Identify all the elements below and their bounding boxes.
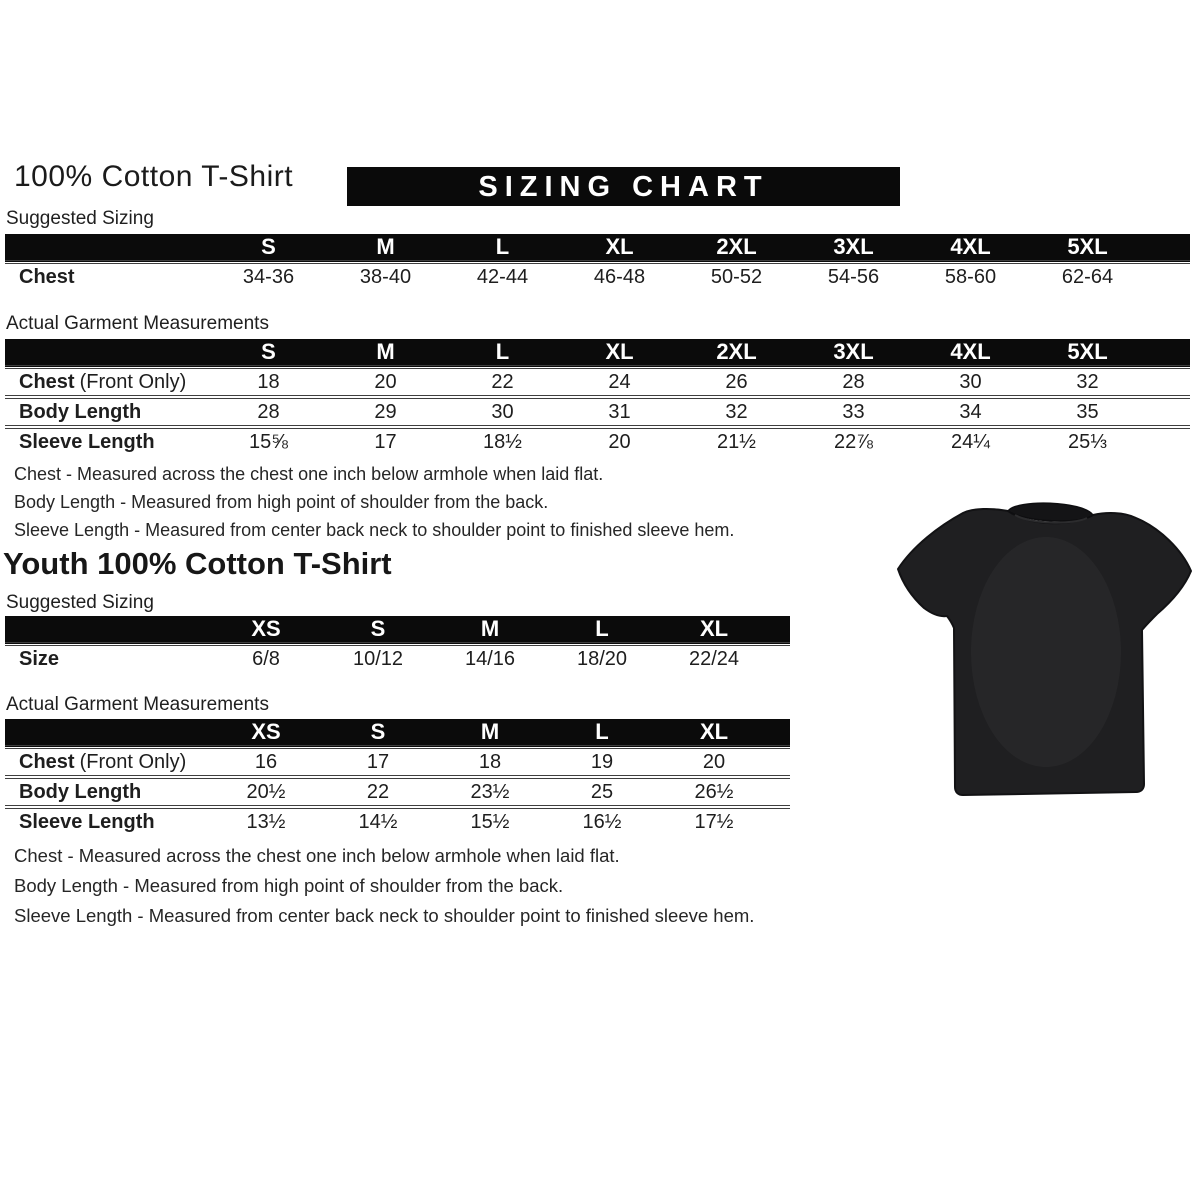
size-value: 17½: [658, 807, 770, 835]
size-value: 15½: [434, 807, 546, 835]
body-length-row: [5, 777, 790, 807]
row-spacer: [1146, 397, 1190, 427]
youth-actual-measurements-label: Actual Garment Measurements: [6, 694, 269, 715]
size-column-header: XL: [561, 234, 678, 262]
size-value: 22: [491, 370, 514, 393]
sizing-chart-banner: SIZING CHART: [347, 167, 900, 206]
row-spacer: [770, 777, 790, 807]
size-column-header: L: [444, 339, 561, 367]
size-value: 50-52: [710, 265, 763, 288]
size-value: 31: [561, 397, 678, 427]
size-value: 22/24: [688, 647, 740, 670]
size-column-header: S: [210, 234, 327, 262]
size-value: 58-60: [944, 265, 997, 288]
header-spacer: [770, 719, 790, 747]
size-value: 26½: [658, 777, 770, 807]
row-spacer: [770, 644, 790, 672]
size-value: 20: [702, 750, 726, 773]
size-value: 21½: [678, 427, 795, 455]
sleeve-length-row: [5, 427, 1190, 455]
size-value: 10/12: [352, 647, 404, 670]
chest-note: Chest - Measured across the chest one inch below armhole when laid flat.: [14, 845, 620, 866]
corner-cell: [5, 339, 210, 367]
body-length-row: [5, 397, 1190, 427]
size-value: 18: [478, 750, 502, 773]
row-label: Body Length: [5, 397, 210, 427]
size-header-row: [5, 719, 790, 747]
adult-measurement-notes: [14, 460, 734, 544]
size-value: 20: [561, 427, 678, 455]
youth-measurement-notes: [14, 841, 754, 931]
size-value: 13½: [210, 807, 322, 835]
size-column-header: 2XL: [678, 339, 795, 367]
row-spacer: [770, 807, 790, 835]
youth-suggested-sizing-label: Suggested Sizing: [6, 592, 154, 613]
size-column-header: M: [327, 234, 444, 262]
size-column-header: L: [546, 616, 658, 644]
adult-suggested-sizing-label: Suggested Sizing: [6, 208, 154, 229]
corner-cell: [5, 719, 210, 747]
size-value: 17: [327, 427, 444, 455]
size-value: 16: [254, 750, 278, 773]
body-length-note: Body Length - Measured from high point of shoulder from the back.: [14, 492, 549, 512]
corner-cell: [5, 616, 210, 644]
row-label: Sleeve Length: [5, 807, 210, 835]
size-column-header: 3XL: [795, 234, 912, 262]
size-value: 17: [366, 750, 390, 773]
row-spacer: [1146, 367, 1190, 397]
size-value: 24: [608, 370, 631, 393]
adult-suggested-sizing-table: [5, 234, 1190, 290]
tshirt-fabric-highlight: [971, 537, 1121, 767]
row-label: Body Length: [5, 777, 210, 807]
header-spacer: [1146, 339, 1190, 367]
size-column-header: 4XL: [912, 234, 1029, 262]
size-value: 22: [322, 777, 434, 807]
chest-measure-row: [5, 367, 1190, 397]
row-spacer: [1146, 262, 1190, 290]
size-value: 28: [210, 397, 327, 427]
page-title: 100% Cotton T-Shirt: [14, 160, 294, 193]
size-value: 25: [546, 777, 658, 807]
size-column-header: L: [546, 719, 658, 747]
size-value: 38-40: [359, 265, 412, 288]
size-value: 34: [912, 397, 1029, 427]
header-spacer: [770, 616, 790, 644]
size-value: 18½: [444, 427, 561, 455]
sleeve-length-row: [5, 807, 790, 835]
size-value: 54-56: [827, 265, 880, 288]
header-spacer: [1146, 234, 1190, 262]
sleeve-length-note: Sleeve Length - Measured from center back neck to shoulder point to finished sleeve hem.: [14, 520, 735, 540]
size-value: 18: [257, 370, 280, 393]
size-value: 30: [959, 370, 982, 393]
row-label: Chest (Front Only): [19, 750, 187, 773]
size-value: 16½: [546, 807, 658, 835]
size-column-header: S: [322, 719, 434, 747]
corner-cell: [5, 234, 210, 262]
size-value: 6/8: [252, 647, 280, 670]
adult-actual-measurements-table: [5, 339, 1190, 455]
size-value: 29: [327, 397, 444, 427]
size-column-header: XL: [658, 616, 770, 644]
size-range-row: [5, 644, 790, 672]
size-column-header: XS: [210, 616, 322, 644]
size-column-header: 5XL: [1029, 339, 1146, 367]
size-column-header: XS: [210, 719, 322, 747]
size-value: 28: [842, 370, 865, 393]
chest-measure-row: [5, 747, 790, 777]
size-value: 46-48: [593, 265, 646, 288]
row-label: Chest (Front Only): [19, 370, 187, 393]
size-value: 19: [590, 750, 614, 773]
size-value: 24¼: [912, 427, 1029, 455]
body-length-note: Body Length - Measured from high point of shoulder from the back.: [14, 875, 564, 896]
row-label: Sleeve Length: [5, 427, 210, 455]
size-column-header: 2XL: [678, 234, 795, 262]
size-column-header: 4XL: [912, 339, 1029, 367]
youth-suggested-sizing-table: [5, 616, 790, 672]
size-value: 35: [1029, 397, 1146, 427]
size-column-header: XL: [561, 339, 678, 367]
size-value: 34-36: [242, 265, 295, 288]
size-value: 20½: [210, 777, 322, 807]
row-spacer: [770, 747, 790, 777]
size-value: 32: [1076, 370, 1099, 393]
size-header-row: [5, 234, 1190, 262]
size-column-header: S: [322, 616, 434, 644]
adult-actual-measurements-label: Actual Garment Measurements: [6, 313, 269, 334]
size-column-header: M: [434, 616, 546, 644]
size-value: 22⅞: [795, 427, 912, 455]
size-value: 26: [725, 370, 748, 393]
size-column-header: M: [434, 719, 546, 747]
size-value: 20: [374, 370, 397, 393]
size-value: 33: [795, 397, 912, 427]
size-value: 14½: [322, 807, 434, 835]
size-value: 30: [444, 397, 561, 427]
sleeve-length-note: Sleeve Length - Measured from center back neck to shoulder point to finished sleeve hem.: [14, 905, 755, 926]
size-value: 25⅓: [1029, 427, 1146, 455]
size-value: 32: [678, 397, 795, 427]
chest-range-row: [5, 262, 1190, 290]
chest-note: Chest - Measured across the chest one inch below armhole when laid flat.: [14, 464, 604, 484]
size-column-header: 5XL: [1029, 234, 1146, 262]
size-column-header: L: [444, 234, 561, 262]
row-spacer: [1146, 427, 1190, 455]
row-label: Chest: [19, 265, 75, 288]
youth-actual-measurements-table: [5, 719, 790, 835]
size-value: 23½: [434, 777, 546, 807]
size-value: 42-44: [476, 265, 529, 288]
size-header-row: [5, 616, 790, 644]
size-column-header: S: [210, 339, 327, 367]
size-value: 15⅝: [210, 427, 327, 455]
size-column-header: XL: [658, 719, 770, 747]
row-label: Size: [19, 647, 60, 670]
size-value: 62-64: [1061, 265, 1114, 288]
youth-section-title: Youth 100% Cotton T-Shirt: [3, 546, 392, 581]
size-column-header: M: [327, 339, 444, 367]
black-tshirt-image: [893, 492, 1199, 807]
size-header-row: [5, 339, 1190, 367]
size-value: 14/16: [464, 647, 516, 670]
size-column-header: 3XL: [795, 339, 912, 367]
size-value: 18/20: [576, 647, 628, 670]
